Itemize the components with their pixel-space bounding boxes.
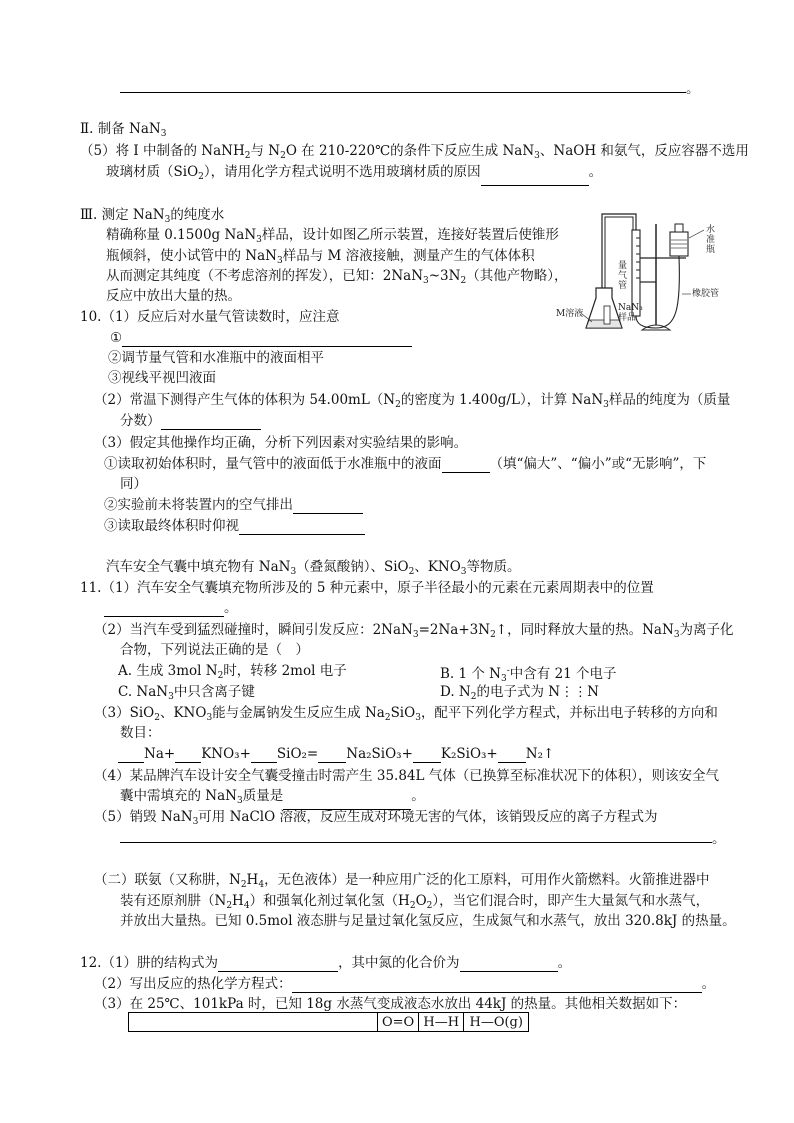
svg-text:准: 准 [706,235,716,245]
q5-answer-blank[interactable] [481,171,589,186]
hydrazine-intro-1: （二）联氨（又称肼，$N_2H_4$，无色液体）是一种应用广泛的化工原料，可用作火箭燃料。火箭推进器中 [94,872,710,890]
svg-text:橡胶管: 橡胶管 [692,289,720,299]
q12-1: 12.（1）肼的结构式为 ，其中氮的化合价为 。 [80,955,572,971]
q10-2-line1: （2）常温下测得产生气体的体积为 $54.00mL(N_2$的密度为 1.400g/L），计算 NaN$_3$样品的纯度为（质量 [94,392,731,410]
q11-1: 11.（1）汽车安全气囊填充物所涉及的 5 种元素中，原子半径最小的元素在元素周期表中的位置 [80,580,654,596]
q10-1c: ③视线平视凹液面 [108,370,216,386]
q11-2-line2: 合物，下列说法正确的是（ ） [120,642,309,658]
s3-line3: 从而测定其纯度（不考虑溶剂的挥发），已知：$2NaN_3\sim 3N_2$（其他产物略）， [106,268,568,286]
coef-n2[interactable] [498,748,526,763]
coef-k2sio3[interactable] [413,748,441,763]
q12-2: （2）写出反应的热化学方程式： 。 [94,976,716,992]
coef-kno3[interactable] [175,748,201,763]
q10-1a: ① [110,329,412,347]
coef-na[interactable] [118,748,144,763]
answer-line-top [120,92,686,93]
q11-2-line1: （2）当汽车受到猛烈碰撞时，瞬间引发反应：$2NaN_3=2Na+3N_2↑$，同时释放大量的热。NaN$_3$为离子化 [94,622,734,640]
svg-text:样品: 样品 [618,313,637,323]
hydrazine-intro-3: 并放出大量热。已知 0.5mol 液态肼与足量过氧化氢反应，生成氮气和水蒸气，放出 320.8kJ 的热量。 [120,913,736,929]
q11-3-line2: 数目： [120,725,161,741]
table-header-cell [129,1013,378,1032]
table-header-cell: H—O(g) [464,1013,529,1032]
svg-text:管: 管 [618,281,628,291]
q11-1-blank[interactable] [104,602,224,617]
s3-line1: 精确称量 0.1500g NaN$_3$样品，设计如图乙所示装置，连接好装置后使锥形 [106,227,559,245]
section-2-title: Ⅱ. 制备 NaN$_3$ [80,121,167,139]
q10-3c: ③读取最终体积时仰视 [104,517,365,535]
option-b: B. 1 个 $N_3^-$中含有 21 个电子 [440,666,617,684]
q10-3a: ①读取初始体积时，量气管中的液面低于水准瓶中的液面 （填“偏大”、“偏小”或“无影响”，下 [104,456,707,472]
q11-5-period: 。 [712,831,726,847]
svg-text:M溶液: M溶液 [556,309,584,319]
top-period: 。 [686,81,700,97]
q10-3a-cont: 同） [120,476,147,492]
table-header-cell: H—H [419,1013,464,1032]
q12-structure-blank[interactable] [218,957,338,972]
table-row [129,1013,529,1032]
q10-3: （3）假定其他操作均正确，分析下列因素对实验结果的影响。 [94,435,468,451]
q11-5-line1: （5）销毁 NaN$_3$可用 NaClO 溶液，反应生成对环境无害的气体，该销毁反应的离子方程式为 [94,809,658,827]
svg-text:瓶: 瓶 [706,245,716,255]
q10-3b-blank[interactable] [293,499,363,514]
label-water-bottle-1: 水 [706,225,716,235]
q10-1: 10.（1）反应后对水量气管读数时，应注意 [80,309,340,325]
q11-3-line1: （3）SiO$_2$、$KNO_3$能与金属钠发生反应生成 $Na_2SiO_3$，配平下列化学方程式，并标出电子转移的方向和 [94,705,718,723]
table-header-cell: O=O [378,1013,419,1032]
option-d: D. $N_2$的电子式为 N⋮⋮N [440,684,599,702]
hydrazine-intro-2: 装有还原剂肼$(N_2H_4)$和强氧化剂过氧化氢$(H_2O_2)$，当它们混合时，即产生大量氮气和水蒸气， [120,893,710,911]
q11-4-line2: 囊中需填充的 NaN$_3$质量是 。 [120,787,425,810]
q10-1a-blank[interactable] [122,332,412,347]
balance-equation: Na+ KNO₃+ SiO₂= Na₂SiO₃+ K₂SiO₃+ N₂↑ [118,745,554,763]
q10-2-blank[interactable] [161,415,261,430]
sample-tube [604,306,610,324]
q10-2-line2: 分数） [120,412,261,430]
section-3-title: Ⅲ. 测定 NaN$_3$的纯度水 [80,207,225,225]
q11-5-answer-line[interactable] [120,842,712,843]
svg-text:量: 量 [618,261,628,271]
s3-line2: 瓶倾斜，使小试管中的 NaN$_3$样品与 M 溶液接触，测量产生的气体体积 [106,248,535,266]
svg-text:气: 气 [618,271,628,281]
coef-na2sio3[interactable] [318,748,346,763]
q10-3a-blank[interactable] [442,458,490,473]
q10-3b: ②实验前未将装置内的空气排出 [104,496,363,514]
q12-valence-blank[interactable] [460,957,558,972]
q5-line2: 玻璃材质（SiO$_2$），请用化学方程式说明不选用玻璃材质的原因 。 [106,163,602,186]
q11-1-answer: 。 [104,599,238,617]
q10-1b: ②调节量气管和水准瓶中的液面相平 [108,350,324,366]
q10-3c-blank[interactable] [239,520,365,535]
rubber-tube [636,256,679,328]
coef-sio2[interactable] [251,748,277,763]
svg-text:NaN₃: NaN₃ [618,303,643,313]
option-a: A. 生成 3mol $N_2$时，转移 2mol 电子 [118,663,347,681]
q5-line1: （5）将 I 中制备的 NaNH$_2$与 $N_2O$ 在 210-220℃的条件下反应生成 NaN$_3$、NaOH 和氨气，反应容器不选用 [80,143,749,161]
bond-energy-table [128,1012,529,1032]
q12-equation-blank[interactable] [292,978,702,993]
option-c: C. NaN$_3$中只含离子键 [118,684,255,702]
airbag-intro: 汽车安全气囊中填充物有 NaN$_3$（叠氮酸钠）、SiO$_2$、$KNO_3$等物质。 [106,559,521,577]
s3-line4: 反应中放出大量的热。 [106,288,241,304]
q12-3: （3）在 25℃、101kPa 时，已知 18g 水蒸气变成液态水放出 44kJ 的热量。其他相关数据如下： [94,996,687,1012]
q11-4-line1: （4）某品牌汽车设计安全气囊受撞击时需产生 35.84L 气体（已换算至标准状况下的体积），则该安全气 [94,768,720,784]
gas-measurement-apparatus [556,210,726,336]
